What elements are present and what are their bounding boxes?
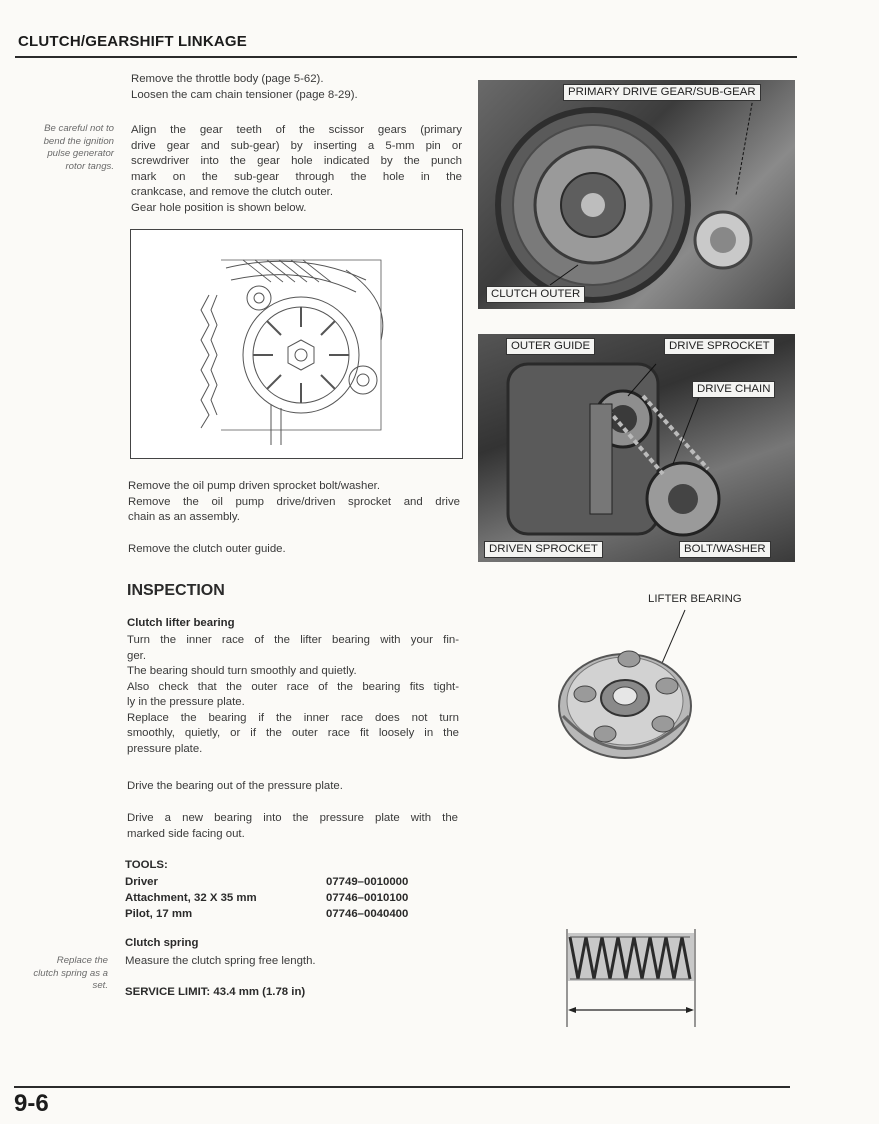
page-header-title: CLUTCH/GEARSHIFT LINKAGE <box>18 33 247 50</box>
clutch-spring-title: Clutch spring <box>125 937 199 949</box>
para-line: Remove the oil pump driven sprocket bolt/washer. <box>128 480 380 492</box>
note-line: rotor tangs. <box>65 160 114 172</box>
para-line: crankcase, and remove the clutch outer. <box>131 186 333 198</box>
tool-part-number: 07749–0010000 <box>326 876 409 888</box>
inspection-title: INSPECTION <box>127 582 225 599</box>
drive-sprocket-label: DRIVE SPROCKET <box>664 338 775 355</box>
note-line: Replace the <box>56 955 108 966</box>
note-line: bend the ignition <box>43 135 114 147</box>
gear-hole-diagram <box>130 229 463 459</box>
tool-part-number: 07746–0010100 <box>326 892 409 904</box>
note-line: pulse generator <box>47 148 114 159</box>
para-line: ger. <box>127 649 146 662</box>
note-line: Be careful not to <box>44 123 114 134</box>
lifter-bearing-label: LIFTER BEARING <box>648 593 742 605</box>
para-line: marked side facing out. <box>127 827 245 840</box>
tool-row <box>125 874 425 890</box>
para-line: chain as an assembly. <box>128 511 240 523</box>
lifter-bearing-text <box>127 633 459 757</box>
tools-table <box>125 874 425 922</box>
note-line: set. <box>92 980 108 991</box>
intro-text <box>131 72 358 103</box>
page-number: 9-6 <box>14 1090 49 1117</box>
para-line: smoothly, quietly, or if the outer race fit loosely in the <box>127 727 459 739</box>
tools-title: TOOLS: <box>125 859 168 871</box>
side-note-spring <box>14 955 108 993</box>
side-note-caution <box>14 123 114 173</box>
drive-bearing-out-text: Drive the bearing out of the pressure plate. <box>127 780 343 792</box>
pressure-plate-image <box>555 606 705 780</box>
clutch-outer-label: CLUTCH OUTER <box>486 286 585 303</box>
para-line: mark on the sub-gear through the hole in the <box>131 170 462 183</box>
gear-hole-drawing <box>131 230 462 458</box>
drive-chain-label: DRIVE CHAIN <box>692 381 775 398</box>
clutch-outer-photo <box>478 80 795 309</box>
clutch-outer-drawing <box>478 80 795 309</box>
tool-name: Pilot, 17 mm <box>125 908 193 920</box>
clutch-spring-image <box>562 925 702 1030</box>
sprocket-drawing <box>478 334 795 562</box>
drive-new-bearing-text <box>127 811 458 842</box>
clutch-spring-measure: Measure the clutch spring free length. <box>125 955 316 967</box>
outer-guide-text: Remove the clutch outer guide. <box>128 543 286 555</box>
tool-row <box>125 906 425 922</box>
tool-row <box>125 890 425 906</box>
para-line: Drive a new bearing into the pressure plate with the <box>127 812 458 824</box>
service-limit: SERVICE LIMIT: 43.4 mm (1.78 in) <box>125 986 306 998</box>
outer-guide-label: OUTER GUIDE <box>506 338 595 355</box>
driven-sprocket-label: DRIVEN SPROCKET <box>484 541 603 558</box>
para-line: Remove the oil pump drive/driven sprocket and drive <box>128 495 460 508</box>
bolt-washer-label: BOLT/WASHER <box>679 541 771 558</box>
oil-pump-paragraph <box>128 479 460 526</box>
intro-line: Remove the throttle body (page 5-62). <box>131 73 324 85</box>
para-line: Also check that the outer race of the bearing fits tight- <box>127 680 459 693</box>
primary-drive-gear-label: PRIMARY DRIVE GEAR/SUB-GEAR <box>563 84 761 101</box>
para-line: Turn the inner race of the lifter bearing with your fin- <box>127 634 459 646</box>
para-line: The bearing should turn smoothly and quietly. <box>127 665 357 677</box>
tool-name: Driver <box>125 876 158 888</box>
intro-line: Loosen the cam chain tensioner (page 8-29). <box>131 88 358 101</box>
para-line: drive gear and sub-gear) by inserting a 5-mm pin or <box>131 139 462 152</box>
note-line: clutch spring as a <box>33 967 108 979</box>
align-gear-paragraph <box>131 123 462 216</box>
para-line: screwdriver into the gear hole indicated by the punch <box>131 155 462 167</box>
header-rule <box>15 56 797 58</box>
tool-name: Attachment, 32 X 35 mm <box>125 892 257 904</box>
para-line: pressure plate. <box>127 742 203 755</box>
footer-rule <box>14 1086 790 1088</box>
para-line: Replace the bearing if the inner race does not turn <box>127 711 459 724</box>
para-line: Gear hole position is shown below. <box>131 201 307 214</box>
tool-part-number: 07746–0040400 <box>326 908 409 920</box>
para-line: Align the gear teeth of the scissor gears (primary <box>131 124 462 136</box>
lifter-bearing-title: Clutch lifter bearing <box>127 617 235 629</box>
para-line: ly in the pressure plate. <box>127 696 245 708</box>
oil-pump-sprocket-photo <box>478 334 795 562</box>
